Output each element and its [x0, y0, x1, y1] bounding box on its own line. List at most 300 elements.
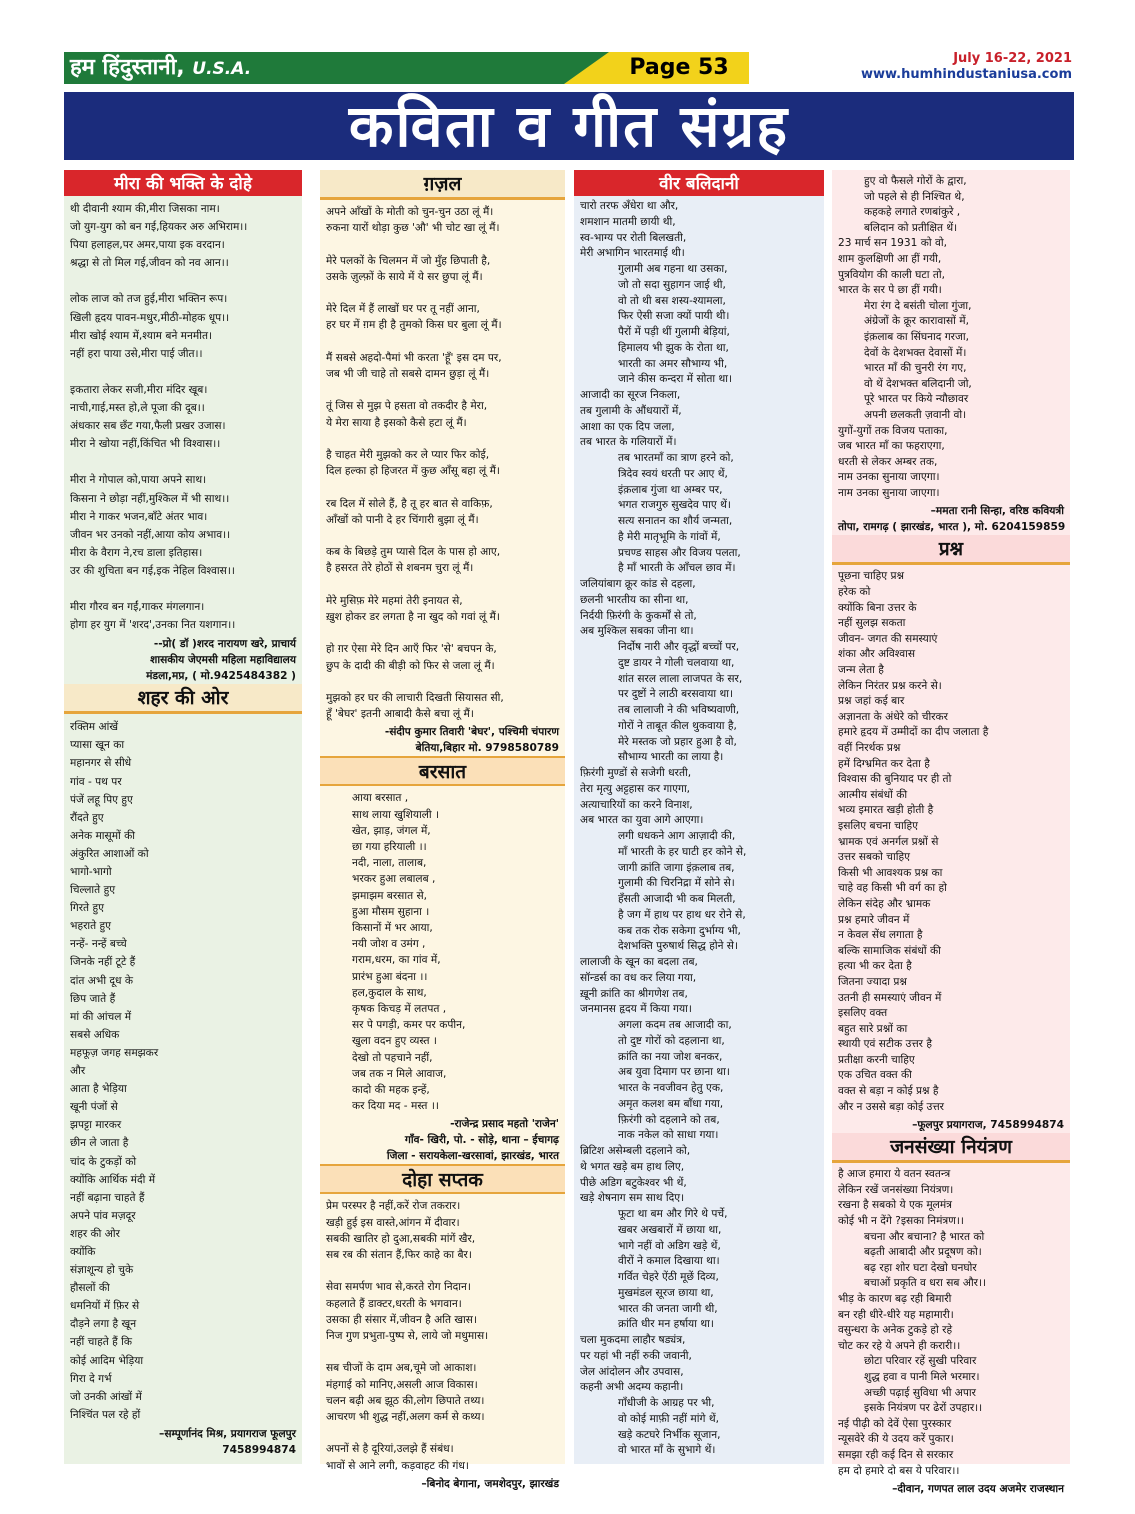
poem-line: जब तक न मिले आवाज, — [352, 1067, 447, 1080]
poem-line: मेरे दिल में हैं लाखों घर पर तू नहीं आना, — [326, 303, 480, 316]
poem-line: वो थें देशभक्त बलिदानी जो, — [864, 377, 972, 390]
veer-poem — [574, 196, 824, 1461]
poem-line: और — [70, 1065, 86, 1078]
poem-line: धमनियों में फ़िर से — [70, 1300, 140, 1313]
poem-line — [326, 382, 559, 398]
poem-line: भारती का अमर सौभाग्य भी, — [618, 357, 728, 370]
poem-line: भरकर हुआ लबालब , — [352, 873, 436, 886]
poem-line: रुकना यारों थोड़ा कुछ 'औ' भी चोट खा लूं मैं। — [326, 222, 500, 235]
poem-line: गिरा दे गर्भ — [70, 1372, 112, 1385]
poem-line: लेकिन संदेह और भ्रामक — [838, 897, 931, 910]
poem-line: हिमालय भी झुक के रोता था, — [618, 341, 729, 354]
poem-line: दांत अभी दूध के — [70, 974, 134, 987]
poem-line — [326, 1263, 559, 1279]
poem-line: प्रश्न हमारे जीवन में — [838, 913, 910, 926]
poem-line: पैरों में पड़ी थीं गुलामी बेड़ियां, — [618, 326, 730, 338]
author-line: –सम्पूर्णानंद मिश्र, प्रयागराज फूलपुर — [159, 1427, 296, 1440]
poem-line: मेरा रंग दे बसंती चोला गुंजा, — [864, 299, 972, 312]
author-line: –फूलपुर प्रयागराज, 7458994874 — [912, 1119, 1064, 1132]
poem-line: हर घर में ग़म ही है तुमको किस घर बुला लूं मैं। — [326, 319, 502, 332]
poem-line: अत्याचारियों का करने विनाश, — [580, 798, 693, 811]
poem-line: आत्मीय संबंधों की — [838, 788, 908, 801]
poem-line: भारत की जनता जागी थी, — [618, 1302, 718, 1315]
poem-line: आता है भेड़िया — [70, 1083, 127, 1096]
poem-line: फिर ऐसी सजा क्यों पायी थी। — [618, 310, 730, 323]
author-line: बेतिया,बिहार मो. 9798580789 — [415, 742, 559, 755]
poem-line: कोई भी न देंगे ?इसका निमंत्रण।। — [838, 1215, 964, 1228]
poem-line: तो दुष्ट गोरों को दहलाना था, — [618, 1034, 725, 1047]
poem-line: क्योंकि — [70, 1245, 96, 1258]
author-line: --प्रो( डॉ )शरद नारायण खरे, प्राचार्य — [153, 638, 296, 651]
poem-line — [326, 236, 559, 252]
poem-line: पिया हलाहल,पर अमर,पाया इक वरदान। — [70, 239, 225, 252]
poem-line: ब्रिटिश असेम्बली दहलाने को, — [580, 1145, 691, 1157]
poem-line — [326, 1425, 559, 1441]
poem-line: न केवल सेंध लगाता है — [838, 929, 923, 942]
poem-line: नाक नकेल को साधा गया। — [618, 1129, 719, 1142]
poem-line: सौभाग्य भारती का लाया है। — [618, 751, 724, 764]
poem-line: तब भारतमाँ का त्राण हरने को, — [618, 452, 734, 464]
poem-line: खड़े कटघरे निर्भीक सूजान, — [618, 1428, 721, 1441]
author-line: -राजेन्द्र प्रसाद महतो 'राजेन' — [450, 1118, 559, 1131]
barsaat-author — [320, 1116, 565, 1164]
poem-line: उसके ज़ुल्फ़ों के साये में ये सर छुपा लूं मैं। — [326, 270, 483, 283]
poem-line: उर की शुचिता बन गई,इक नेहिल विश्वास।। — [70, 564, 235, 577]
poem-line: बढ़ रहा शोर घटा देखो घनघोर — [864, 1261, 977, 1274]
poem-line: श्रद्धा से तो मिल गई,जीवन को नव आन।। — [70, 257, 229, 270]
poem-line: मैं सबसे अहदो-पैमां भी करता 'हूँ' इस दम पर, — [326, 351, 502, 364]
poem-line: न्यूसवेरे की ये उदय करें पुकार। — [838, 1433, 954, 1446]
poem-line: नन्हें- नन्हें बच्चे — [70, 938, 127, 951]
poem-line: स्थायी एवं सटीक उत्तर है — [838, 1038, 932, 1051]
poem-line: हो ग़र ऐसा मेरे दिन आएँ फिर 'से' बचपन के, — [326, 643, 497, 656]
jansankhya-poem — [832, 1163, 1070, 1481]
poem-line: नई पीढ़ी को देवें ऐसा पुरस्कार — [838, 1417, 952, 1430]
poem-line: जन्म लेता है — [838, 664, 884, 677]
poem-line: खूनी पंजों से — [70, 1101, 118, 1114]
poem-line: भागो-भागो — [70, 866, 112, 878]
poem-line: देशभक्ति पुरुषार्थ सिद्ध होने से। — [618, 940, 738, 953]
website-link[interactable]: www.humhindustaniusa.com — [860, 67, 1072, 82]
veer-author — [832, 503, 1070, 535]
poem-line — [326, 625, 559, 641]
prashn-title: प्रश्न — [832, 535, 1070, 565]
poem-line: फूटा था बम और गिरे थे पर्चे, — [618, 1208, 728, 1220]
brand-suffix: U.S.A. — [192, 59, 252, 79]
poem-line: गोरों ने ताबूत कील थुकवाया है, — [618, 719, 737, 732]
poem-line: प्रश्न जहां कई बार — [838, 695, 905, 708]
poem-line: खड़ी हुई इस वास्ते,आंगन में दीवार। — [326, 1216, 460, 1229]
jansankhya-title: जनसंख्या नियंत्रण — [832, 1133, 1070, 1163]
poem-line — [326, 1344, 559, 1360]
poem-line: भहराते हुए — [70, 920, 112, 933]
poem-line: जीवन- जगत की समस्याएं — [838, 632, 938, 645]
poem-line: चलन बढ़ी अब झूठ की,लोग छिपाते तथ्य। — [326, 1394, 485, 1407]
author-line: -संदीप कुमार तिवारी 'बेघर', पश्चिमी चंपारण — [384, 726, 559, 739]
poem-line: छलनी भारतीय का सीना था, — [580, 593, 689, 606]
poem-line: झमाझम बरसात से, — [352, 889, 428, 902]
poem-line: अपनों से है दूरियां,उलझे हैं संबंध। — [326, 1443, 454, 1456]
poem-line: इकतारा लेकर सजी,मीरा मंदिर खूब। — [70, 383, 208, 396]
poem-line: उसका ही संसार में,जीवन है अति खास। — [326, 1313, 477, 1326]
poem-line: रखना है सबको ये एक मूलमंत्र — [838, 1199, 953, 1212]
poem-line: चारो तरफ अँधेरा था और, — [580, 200, 679, 212]
poem-line: मीरा ने गाकर भजन,बाँटे अंतर भाव। — [70, 510, 208, 523]
poem-line: तूं जिस से मुझ पे हसता वो तकदीर है मेरा, — [326, 400, 488, 413]
poem-line: हुआ मौसम सुहाना । — [352, 905, 430, 918]
poem-line: सब रब की संतान हैं,फिर काहे का बैर। — [326, 1249, 472, 1262]
poem-line: सेवा समर्पण भाव से,करते रोग निदान। — [326, 1281, 471, 1294]
poem-line: कब तक रोक सकेगा दुर्भाग्य भी, — [618, 924, 741, 937]
poem-line — [326, 674, 559, 690]
poem-line: क्रांति धीर मन हर्षाया था। — [618, 1318, 714, 1331]
doha-title: दोहा सप्तक — [320, 1164, 565, 1194]
poem-line: आया बरसात , — [352, 792, 409, 805]
poem-line: पीछे अडिग बटुकेश्वर भी थें, — [580, 1176, 687, 1189]
poem-line: नहीं सुलझ सकता — [838, 617, 906, 630]
poem-line: भव्य इमारत खड़ी होती है — [838, 804, 934, 817]
poem-line: रक्तिम आंखें — [70, 721, 118, 734]
poem-line: लोक लाज को तज हुई,मीरा भक्तिन रूप। — [70, 293, 228, 306]
poem-line: वीरों ने कमाल दिखाया था। — [618, 1255, 720, 1268]
poem-line: वक्त से बड़ा न कोई प्रश्न है — [838, 1085, 939, 1098]
poem-line: हूँ 'बेघर' इतनी आबादी कैसे बचा लूं मैं। — [326, 708, 474, 721]
poem-line: गांव - पथ पर — [70, 775, 122, 788]
poem-line: और न उससे बड़ा कोई उत्तर — [838, 1100, 945, 1113]
poem-line: युगों-युगों तक विजय पताका, — [838, 424, 948, 437]
poem-line: देखो तो पहचाने नहीं, — [352, 1051, 433, 1064]
poem-line: नाची,गाई,मस्त हो,ले पूजा की दूब।। — [70, 402, 205, 415]
poem-line: इसलिए बचना चाहिए — [838, 819, 918, 832]
poem-line: फ़िरंगी मुण्डों से सजेगी धरती, — [580, 767, 692, 779]
poem-line: शमशान मातमी छायी थी, — [580, 215, 676, 228]
meera-title: मीरा की भक्ति के दोहे — [64, 170, 302, 196]
poem-line: खेत, झाड़, जंगल में, — [352, 824, 431, 837]
author-line: 7458994874 — [222, 1443, 296, 1456]
poem-line: लेकिन रखें जनसंख्या नियंत्रण। — [838, 1183, 954, 1196]
poem-line: भीड़ के कारण बढ़ रही बिमारी — [838, 1293, 952, 1305]
poem-line: सबकी खातिर हो दुआ,सबकी मांगें खैर, — [326, 1232, 476, 1245]
poem-line: हमें दिग्भ्रमित कर देता है — [838, 757, 930, 770]
poem-line: इंक़लाब का सिंघनाद गरजा, — [864, 330, 969, 343]
poem-line: गुलामी की चिरनिद्रा में सोने से। — [618, 877, 735, 890]
poem-line: शहर की ओर — [70, 1227, 120, 1240]
poem-line: जीवन भर उनको नहीं,आया कोय अभाव।। — [70, 528, 231, 541]
poem-line: छिप जाते हैं — [70, 992, 116, 1005]
poem-line: बहुत सारे प्रश्नों का — [838, 1022, 908, 1035]
poem-line: भ्रामक एवं अनर्गल प्रश्नों से — [838, 835, 939, 848]
poem-line: भावों से आने लगी, कड़वाहट की गंध। — [326, 1459, 469, 1472]
poem-line: त्रिदेव स्वयं धरती पर आए थें, — [618, 467, 728, 480]
poem-line: है आज हमारा ये वतन स्वतन्त्र — [838, 1168, 951, 1181]
poem-line: कहलाते हैं डाक्टर,धरती के भगवान। — [326, 1297, 462, 1310]
poem-line: अपने पांव मज़दूर — [70, 1209, 136, 1222]
barsaat-poem — [320, 786, 565, 1116]
prashn-author — [832, 1117, 1070, 1133]
poem-line: थे भगत खड़े बम हाथ लिए, — [580, 1160, 685, 1173]
poem-line: है जग में हाथ पर हाथ धर रोने से, — [618, 908, 746, 921]
poem-line: मेरे मस्तक जो प्रहार हुआ है वो, — [618, 735, 737, 748]
poem-line: हुए वो फैसले गोरों के द्वारा, — [864, 175, 967, 187]
poem-line — [326, 528, 559, 544]
poem-line: नहीं बढ़ाना चाहते हैं — [70, 1191, 145, 1204]
poem-line: इसलिए वक्त — [838, 1007, 888, 1020]
prashn-poem — [832, 565, 1070, 1117]
poem-line: गाँधीजी के आग्रह पर भी, — [618, 1397, 715, 1409]
poem-line: हौसलों की — [70, 1282, 110, 1295]
author-line: जिला - सरायकेला-खरसावां, झारखंड, भारत — [386, 1150, 559, 1163]
shahar-poem — [64, 714, 302, 1426]
poem-line: पर यहां भी नहीं रुकी जवानी, — [580, 1349, 692, 1362]
poem-line: हरेक को — [838, 586, 871, 599]
poem-line: बल्कि सामाजिक संबंधों की — [838, 944, 941, 957]
poem-line: वहीं निरर्थक प्रश्न — [838, 742, 901, 754]
poem-line: अच्छी पढ़ाई सुविधा भी अपार — [864, 1386, 976, 1399]
poem-line: जो तो सदा सुहागन जाई थी, — [618, 278, 726, 291]
poem-line: भागे नहीं वो अडिग खड़े थें, — [618, 1239, 721, 1252]
poem-line: खड़े शेषनाग सम साथ दिए। — [580, 1192, 685, 1205]
poem-line: छुप के दादी की बीड़ी को फिर से जला लूं मैं। — [326, 659, 495, 672]
poem-line: सबसे अधिक — [70, 1028, 120, 1041]
veer-poem-continued — [832, 170, 1070, 503]
poem-line: जितना ज्यादा प्रश्न — [838, 975, 907, 988]
poem-line: प्रेम परस्पर है नहीं,करें रोज तकरार। — [326, 1200, 461, 1213]
poem-line: जो युग-युग को बन गई,हियकर अरु अभिराम।। — [70, 221, 248, 234]
poem-line: जो पहले से ही निश्चित थे, — [864, 190, 965, 203]
poem-line: कोई आदिम भेड़िया — [70, 1354, 144, 1367]
poem-line: निर्दयी फ़िरंगी के कुकर्मों से तो, — [580, 609, 697, 622]
poem-line: खिली हृदय पावन-मधुर,मीठी-मोहक धूप।। — [70, 311, 230, 324]
poem-line: सत्य सनातन का शौर्य जन्मता, — [618, 515, 733, 527]
poem-line: विश्वास की बुनियाद पर ही तो — [838, 773, 952, 786]
poem-line: सब चीजों के दाम अब,चूमे जो आकाश। — [326, 1362, 477, 1375]
poem-line: नदी, नाला, तालाब, — [352, 857, 427, 870]
poem-line: तब लालाजी ने की भविष्यवाणी, — [618, 704, 740, 716]
poem-line: देवों के देशभक्त देवासों में। — [864, 346, 967, 359]
poem-line: खबर अखबारों में छाया था, — [618, 1223, 722, 1236]
column-2 — [320, 170, 565, 1490]
poem-line: जब भी जी चाहे तो सबसे दामन छुड़ा लूं मैं। — [326, 367, 490, 380]
poem-line: भारत के नवजीवन हेतु एक, — [618, 1082, 724, 1094]
poem-line — [326, 479, 559, 495]
poem-line: मेरे पलकों के चिलमन में जो मुँह छिपाती है, — [326, 254, 491, 267]
poem-line: रब दिल में सोले हैं, है तू हर बात से वाकिफ़, — [326, 497, 493, 510]
poem-line: प्रचण्ड साहस और विजय पलता, — [618, 546, 741, 559]
poem-line: सॉन्डर्स का वध कर लिया गया, — [580, 971, 697, 984]
poem-line: गर्वित चेहरे ऐंठी मूछें दिव्य, — [618, 1271, 719, 1283]
poem-line: मीरा ने गोपाल को,पाया अपने साथ। — [70, 474, 207, 487]
poem-line: क्योंकि बिना उत्तर के — [838, 601, 917, 614]
poem-line — [326, 577, 559, 593]
poem-line: मां की आंचल में — [70, 1010, 132, 1023]
column-3 — [574, 170, 824, 1464]
poem-line: निश्चिंत पल रहे हों — [70, 1408, 141, 1421]
poem-line: ख़ूनी क्रांति का श्रीगणेश तब, — [580, 987, 688, 1000]
poem-line: बढ़ती आबादी और प्रदूषण को। — [864, 1246, 982, 1259]
poem-line: अपनी छलकती ज़वानी वो। — [864, 408, 967, 421]
poem-line: पूरे भारत पर किये न्यौछावर — [864, 393, 969, 406]
poem-line: गराम,धरम, का गांव में, — [352, 954, 441, 967]
poem-line: छीन ले जाता है — [70, 1137, 129, 1150]
poem-line: मीरा खोई श्याम में,श्याम बने मनमीत। — [70, 329, 213, 342]
poem-line: मेरी अभागिन भारतमाई थी। — [580, 247, 685, 260]
poem-line: हँसती आजादी भी कब मिलती, — [618, 893, 736, 905]
poem-line: किसना ने छोड़ा नहीं,मुश्किल में भी साथ।। — [70, 492, 230, 505]
poem-line: माँ भारती के हर घाटी हर कोने से, — [618, 845, 747, 858]
poem-line: क्रांति का नया जोश बनकर, — [618, 1050, 723, 1063]
poem-line: छोटा परिवार रहें सुखी परिवार — [864, 1355, 977, 1368]
poem-line: नयी जोश व उमंग , — [352, 938, 426, 951]
poem-line: महफूज़ जगह समझकर — [70, 1046, 159, 1059]
poem-line: मंहगाई को मानिए,असली आज विकास। — [326, 1378, 478, 1391]
author-line: –बिनोद बेगाना, जमशेदपुर, झारखंड — [421, 1477, 559, 1490]
poem-line: मुखमंडल सूरज छाया था, — [618, 1286, 714, 1299]
brand-name: हम हिंदुस्तानी, — [70, 55, 185, 80]
poem-line: सर पे पगड़ी, कमर पर कपीन, — [352, 1019, 466, 1032]
poem-line: बचना और बचाना? है भारत को — [864, 1230, 985, 1243]
poem-line: चला मुकदमा लाहौर षड्यंत्र, — [580, 1334, 686, 1346]
meera-author — [64, 636, 302, 684]
poem-line — [70, 272, 296, 290]
poem-line: शांत सरल लाला लाजपत के सर, — [618, 672, 743, 685]
poem-line: है मेरी मातृभूमि के गांवों में, — [618, 530, 721, 543]
poem-line: पुत्रवियोग की काली घटा तो, — [838, 268, 945, 281]
masthead — [64, 52, 1074, 84]
ghazal-poem — [320, 200, 565, 724]
poem-line: फ़िरंगी को दहलाने को तब, — [618, 1113, 720, 1126]
poem-line: आचरण भी शुद्ध नहीं,अलग कर्म से कथ्य। — [326, 1411, 485, 1424]
poem-line: जिनके नहीं टूटे हैं — [70, 956, 136, 969]
poem-line — [70, 363, 296, 381]
poem-line: लेकिन निरंतर प्रश्न करने से। — [838, 679, 942, 692]
poem-line: अज्ञानता के अंधेरे को चीरकर — [838, 710, 948, 723]
jansankhya-author — [832, 1481, 1070, 1497]
poem-line: पर दुष्टों ने लाठी बरसवाया था। — [618, 688, 734, 701]
poem-line: प्रारंभ हुआ बंदना ।। — [352, 970, 428, 983]
poem-line: अपने आँखों के मोती को चुन-चुन उठा लूं मैं। — [326, 206, 494, 218]
poem-line: किसानों में भर आया, — [352, 921, 433, 934]
poem-line: धरती से लेकर अम्बर तक, — [838, 455, 938, 468]
page-number: Page 53 — [609, 52, 749, 84]
poem-line: अंधकार सब छँट गया,फैली प्रखर उजास। — [70, 420, 226, 433]
poem-line: प्यासा खून का — [70, 739, 125, 752]
poem-line: जनमानस हृदय में किया गया। — [580, 1003, 692, 1016]
poem-line: वसुन्धरा के अनेक टुकड़े हो रहे — [838, 1324, 953, 1337]
poem-line: रौंदते हुए — [70, 811, 104, 824]
poem-line: किसी भी आवश्यक प्रश्न का — [838, 866, 943, 879]
shahar-title: शहर की ओर — [64, 684, 302, 714]
poem-line: कर दिया मद - मस्त ।। — [352, 1100, 439, 1113]
poem-line: हम दो हमारे दो बस ये परिवार।। — [838, 1464, 960, 1477]
poem-line: वो तो थी बस शस्य-श्यामला, — [618, 294, 726, 307]
poem-line: स्व-भाग्य पर रोती बिलखती, — [580, 231, 687, 244]
poem-line: छा गया हरियाली ।। — [352, 840, 427, 853]
poem-line — [326, 334, 559, 350]
poem-line: है हसरत तेरे होठों से शबनम चुरा लूं मैं। — [326, 562, 474, 575]
poem-line: आँखों को पानी दे हर चिंगारी बुझा लूं मैं। — [326, 513, 479, 526]
poem-line: मीरा गौरव बन गईं,गाकर मंगलगान। — [70, 601, 205, 614]
poem-line: वो भारत माँ के सुभागे थें। — [618, 1444, 716, 1457]
poem-line: चिल्लाते हुए — [70, 884, 116, 897]
poem-line: अनेक मासूमों की — [70, 829, 136, 842]
poem-line: बन रही धीरे-धीरे यह महामारी। — [838, 1308, 954, 1321]
poem-line: निर्दोष नारी और वृद्धों बच्चों पर, — [618, 641, 740, 653]
poem-line: आजादी का सूरज निकला, — [580, 389, 681, 401]
poem-line: एक उचित वक्त की — [838, 1069, 912, 1082]
poem-line: कब के बिछड़े तुम प्यासे दिल के पास हो आए, — [326, 546, 501, 559]
issue-date: July 16-22, 2021 — [953, 51, 1072, 66]
shahar-author — [64, 1426, 302, 1458]
poem-line: लगी धधकने आग आज़ादी की, — [618, 830, 736, 842]
poem-line: चोट कर रहे ये अपने ही करारी।। — [838, 1339, 961, 1352]
poem-line: साथ लाया खुशियाली । — [352, 808, 440, 821]
poem-line: जेल आंदोलन और उपवास, — [580, 1365, 684, 1378]
poem-line: महानगर से सीधे — [70, 757, 132, 770]
poem-line: उत्तर सबको चाहिए — [838, 851, 910, 864]
poem-line: कृषक किचड़ में लतपत , — [352, 1002, 447, 1015]
author-line: गाँव- खिरी, पो. - सोड़े, थाना – ईचागढ़ — [404, 1134, 559, 1147]
poem-line: मुझको हर घर की लाचारी दिखती सियासत सी, — [326, 691, 504, 704]
poem-line: दुष्ट डायर ने गोली चलवाया था, — [618, 656, 735, 669]
poem-line: कहनी अभी अदम्य कहानी। — [580, 1381, 684, 1394]
poem-line: नहीं हरा पाया उसे,मीरा पाई जीत।। — [70, 347, 203, 360]
poem-line: भारत के सर पे छा हीं गयी। — [838, 284, 942, 297]
poem-line: हल,कुदाल के साथ, — [352, 986, 427, 999]
poem-line: प्रतीक्षा करनी चाहिए — [838, 1053, 915, 1066]
ghazal-title: ग़ज़ल — [320, 170, 565, 200]
poem-line: हत्या भी कर देता है — [838, 960, 912, 973]
poem-line: नाम उनका सुनाया जाएगा। — [838, 486, 940, 499]
meera-poem — [64, 196, 302, 636]
author-line: शासकीय जेएमसी महिला महाविद्यालय — [150, 654, 296, 667]
poem-line: जागी क्रांति जागा इंक़लाब तब, — [618, 861, 735, 874]
masthead-divider — [564, 52, 609, 84]
author-line: तोपा, रामगढ़ ( झारखंड, भारत ), मो. 6204159859 — [838, 521, 1066, 534]
poem-line: तब गुलामी के औंधयारों में, — [580, 404, 682, 417]
doha-poem — [320, 1194, 565, 1475]
poem-line: तेरा मृत्यु अट्टहास कर गाएगा, — [580, 782, 691, 795]
poem-line: शंका और अविश्वास — [838, 648, 916, 661]
poem-line: होगा हर युग में 'शरद',उनका नित यशगान।। — [70, 619, 236, 632]
poem-line: अगला कदम तब आजादी का, — [618, 1019, 732, 1031]
poem-line: निज गुण प्रभुता-पुष्प से, लाये जो मधुमास। — [326, 1330, 489, 1343]
poem-line: खुला वदन हुए व्यस्त । — [352, 1035, 437, 1048]
poem-line: शुद्ध हवा व पानी मिले भरमार। — [864, 1370, 980, 1383]
poem-line: 23 मार्च सन 1931 को वो, — [838, 237, 948, 250]
poem-line: जाने कीस कन्दरा में सोता था। — [618, 373, 733, 386]
poem-line — [326, 285, 559, 301]
publication-name — [64, 52, 564, 84]
poem-line: मेरे मुसिफ़ मेरे महमां तेरी इनायत से, — [326, 594, 463, 607]
poem-line: मीरा ने खोया नहीं,किंचित भी विश्वास।। — [70, 438, 221, 451]
poem-line: इंक़लाब गुंजा था अम्बर पर, — [618, 483, 723, 496]
doha-author — [320, 1476, 565, 1492]
poem-line: कहकहे लगाते रणबांकुरे , — [864, 206, 961, 219]
veer-title: वीर बलिदानी — [574, 170, 824, 196]
poem-line: अब भारत का युवा आगे आएगा। — [580, 814, 704, 827]
poem-line: पूछना चाहिए प्रश्न — [838, 570, 905, 583]
poem-line: संज्ञाशून्य हो चुके — [70, 1264, 134, 1277]
poem-line: अब युवा दिमाग पर छाना था। — [618, 1066, 730, 1079]
poem-line: है माँ भारती के आँचल छाव में। — [618, 562, 736, 575]
poem-line: उतनी ही समस्याएं जीवन में — [838, 991, 942, 1004]
poem-line: चांद के टुकड़ों को — [70, 1155, 137, 1168]
poem-line: नाम उनका सुनाया जाएगा। — [838, 471, 940, 484]
author-line: –दीवान, गणपत लाल उदय अजमेर राजस्थान — [892, 1483, 1064, 1496]
poem-line: मीरा के वैराग ने,रच डाला इतिहास। — [70, 546, 203, 559]
page-banner: कविता व गीत संग्रह — [64, 92, 1074, 160]
poem-line: दौड़ने लगा है खून — [70, 1318, 137, 1331]
